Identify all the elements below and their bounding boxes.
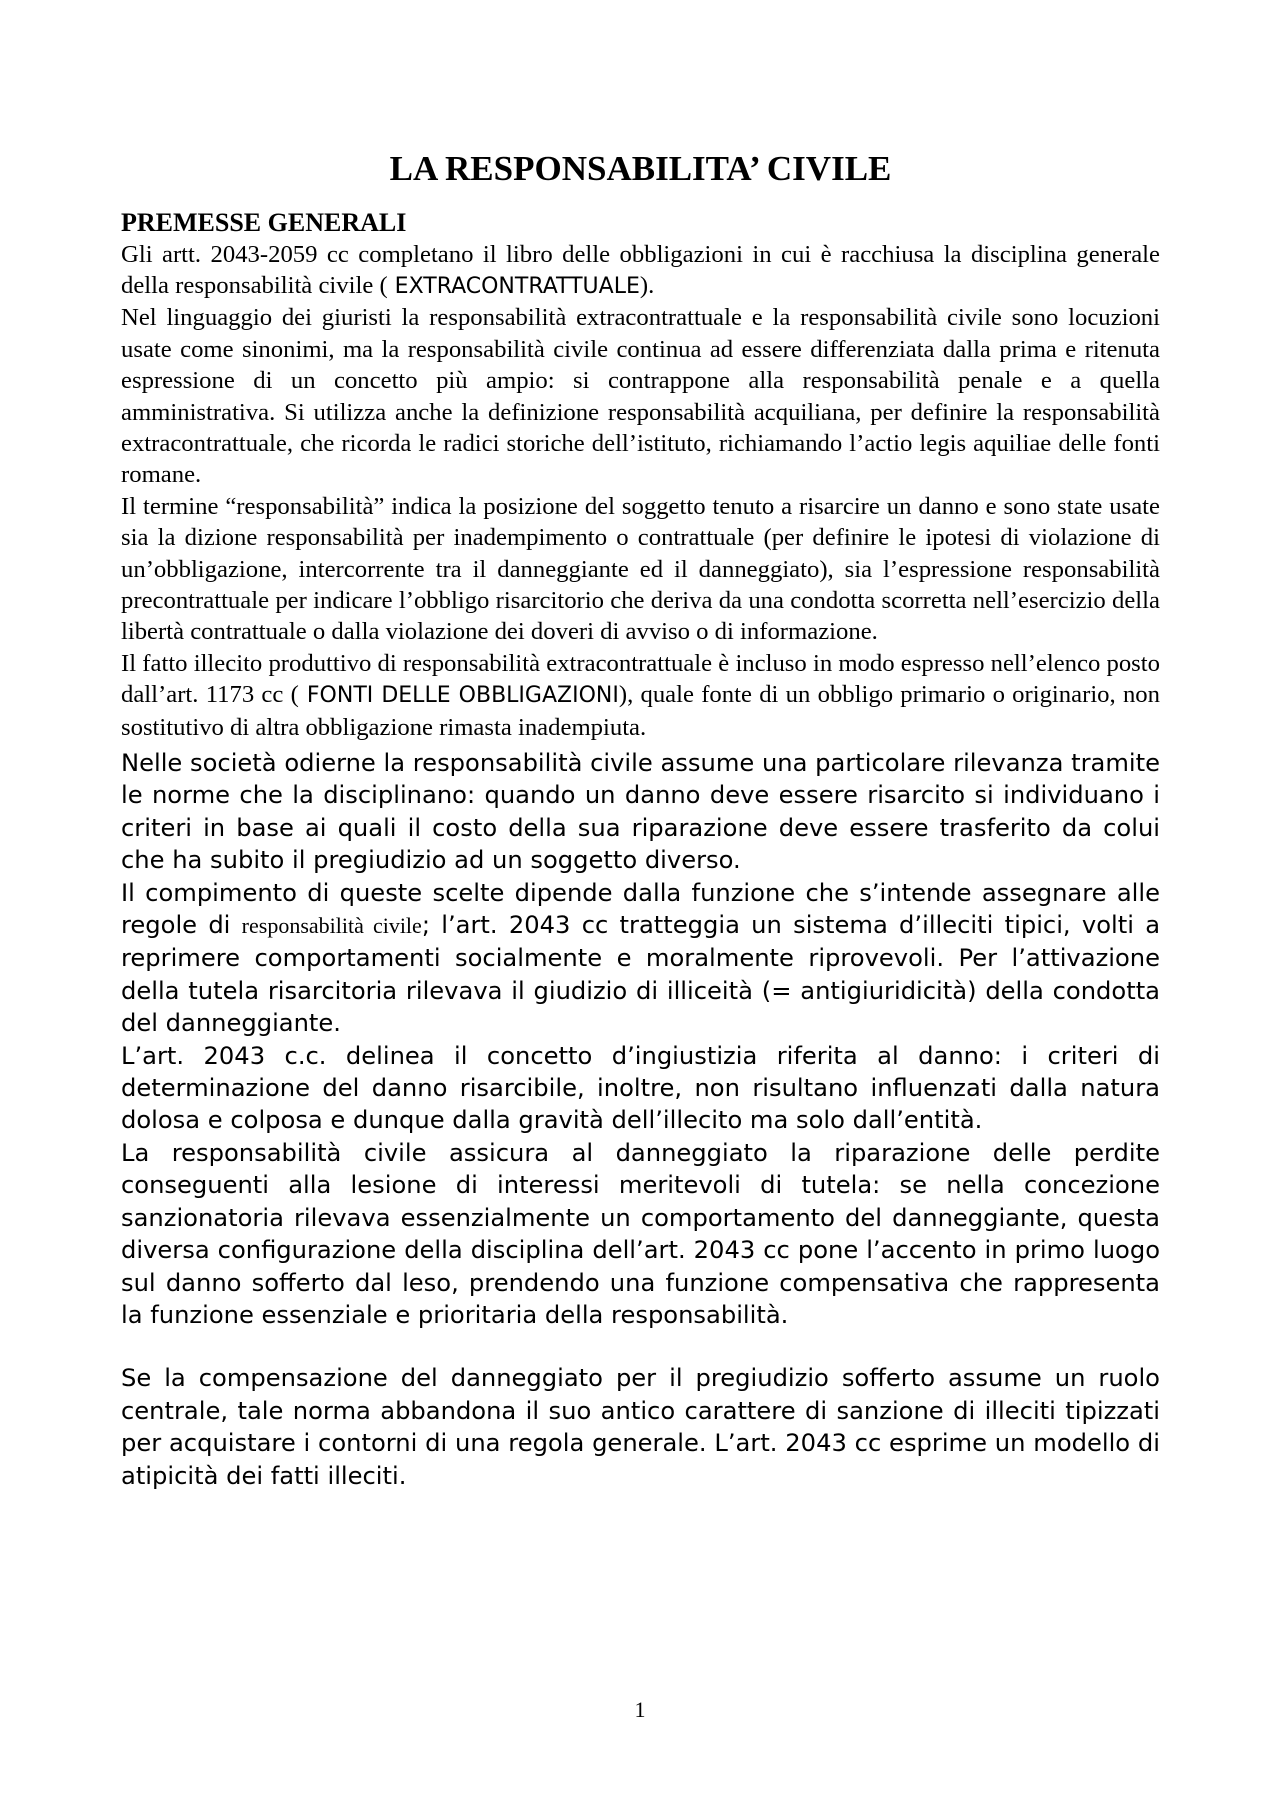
paragraph-4-highlight: FONTI DELLE OBBLIGAZIONI	[298, 683, 619, 709]
section-heading: PREMESSE GENERALI	[121, 207, 407, 237]
paragraph-9: Se la compensazione del danneggiato per il pregiudizio sofferto assume un ruolo centrale, tale norma abbandona il suo antico carattere di sanzione di illeciti tipizzati per acquistare i contorni di una regola generale. L’art. 2043 cc esprime un modello di atipicità dei fatti illeciti.	[121, 1364, 1160, 1490]
paragraph-4-text: Il fatto illecito produttivo di responsabilità extracontrattuale è incluso in modo espresso nell’elenco posto dall’art. 1173 cc (	[121, 649, 1160, 709]
paragraph-7: L’art. 2043 c.c. delinea il concetto d’ingiustizia riferita al danno: i criteri di determinazione del danno risarcibile, inoltre, non risultano influenzati dalla natura dolosa e colposa e dunque dalla gravità dell’illecito ma solo dall’entità.	[121, 1041, 1160, 1135]
paragraph-6-serif: responsabilità civile	[241, 913, 422, 939]
paragraph-4	[121, 648, 1160, 743]
page-title: LA RESPONSABILITA’ CIVILE	[389, 149, 892, 188]
page-number: 1	[634, 1697, 646, 1722]
paragraph-4-tail: ), quale fonte di un obbligo primario o originario, non sostitutivo di altra obbligazione rimasta inadempiuta.	[121, 681, 1160, 741]
paragraph-1-highlight: EXTRACONTRATTUALE	[387, 273, 640, 299]
paragraph-6	[121, 877, 1160, 1040]
document-body	[121, 150, 1160, 1492]
paragraph-5: Nelle società odierne la responsabilità civile assume una particolare rilevanza tramite le norme che la disciplinano: quando un danno deve essere risarcito si individuano i criteri in base ai quali il costo della sua riparazione deve essere trasferito da colui che ha subito il pregiudizio ad un soggetto diverso.	[121, 749, 1160, 875]
paragraph-1	[121, 239, 1160, 303]
paragraph-6-text: Il compimento di queste scelte dipende dalla funzione che s’intende assegnare alle regole di	[121, 878, 1160, 940]
paragraph-3: Il termine “responsabilità” indica la posizione del soggetto tenuto a risarcire un danno e sono state usate sia la dizione responsabilità per inadempimento o contrattuale (per definire le ipotesi di violazione di un’obbligazione, intercorrente tra il danneggiante ed il danneggiato), sia l’espressione responsabilità precontrattuale per indicare l’obbligo risarcitorio che deriva da una condotta scorretta nell’esercizio della libertà contrattuale o dalla violazione dei doveri di avviso o di informazione.	[121, 492, 1160, 646]
paragraph-8: La responsabilità civile assicura al danneggiato la riparazione delle perdite conseguenti alla lesione di interessi meritevoli di tutela: se nella concezione sanzionatoria rilevava essenzialmente un comportamento del danneggiante, questa diversa configurazione della disciplina dell’art. 2043 cc pone l’accento in primo luogo sul danno sofferto dal leso, prendendo una funzione compensativa che rappresenta la funzione essenziale e prioritaria della responsabilità.	[121, 1138, 1160, 1329]
paragraph-1-text: Gli artt. 2043-2059 cc completano il libro delle obbligazioni in cui è racchiusa la disciplina generale della responsabilità civile (	[121, 240, 1160, 299]
paragraph-6-tail: ; l’art. 2043 cc tratteggia un sistema d’illeciti tipici, volti a reprimere comportamenti socialmente e moralmente riprovevoli. Per l’attivazione della tutela risarcitoria rilevava il giudizio di illiceità (= antigiuridicità) della condotta del danneggiante.	[121, 911, 1161, 1038]
paragraph-2: Nel linguaggio dei giuristi la responsabilità extracontrattuale e la responsabilità civile sono locuzioni usate come sinonimi, ma la responsabilità civile continua ad essere differenziata dalla prima e ritenuta espressione di un concetto più ampio: si contrappone alla responsabilità penale e a quella amministrativa. Si utilizza anche la definizione responsabilità acquiliana, per definire la responsabilità extracontrattuale, che ricorda le radici storiche dell’istituto, richiamando l’actio legis aquiliae delle fonti romane.	[121, 304, 1160, 489]
paragraph-1-tail: ).	[639, 271, 655, 299]
